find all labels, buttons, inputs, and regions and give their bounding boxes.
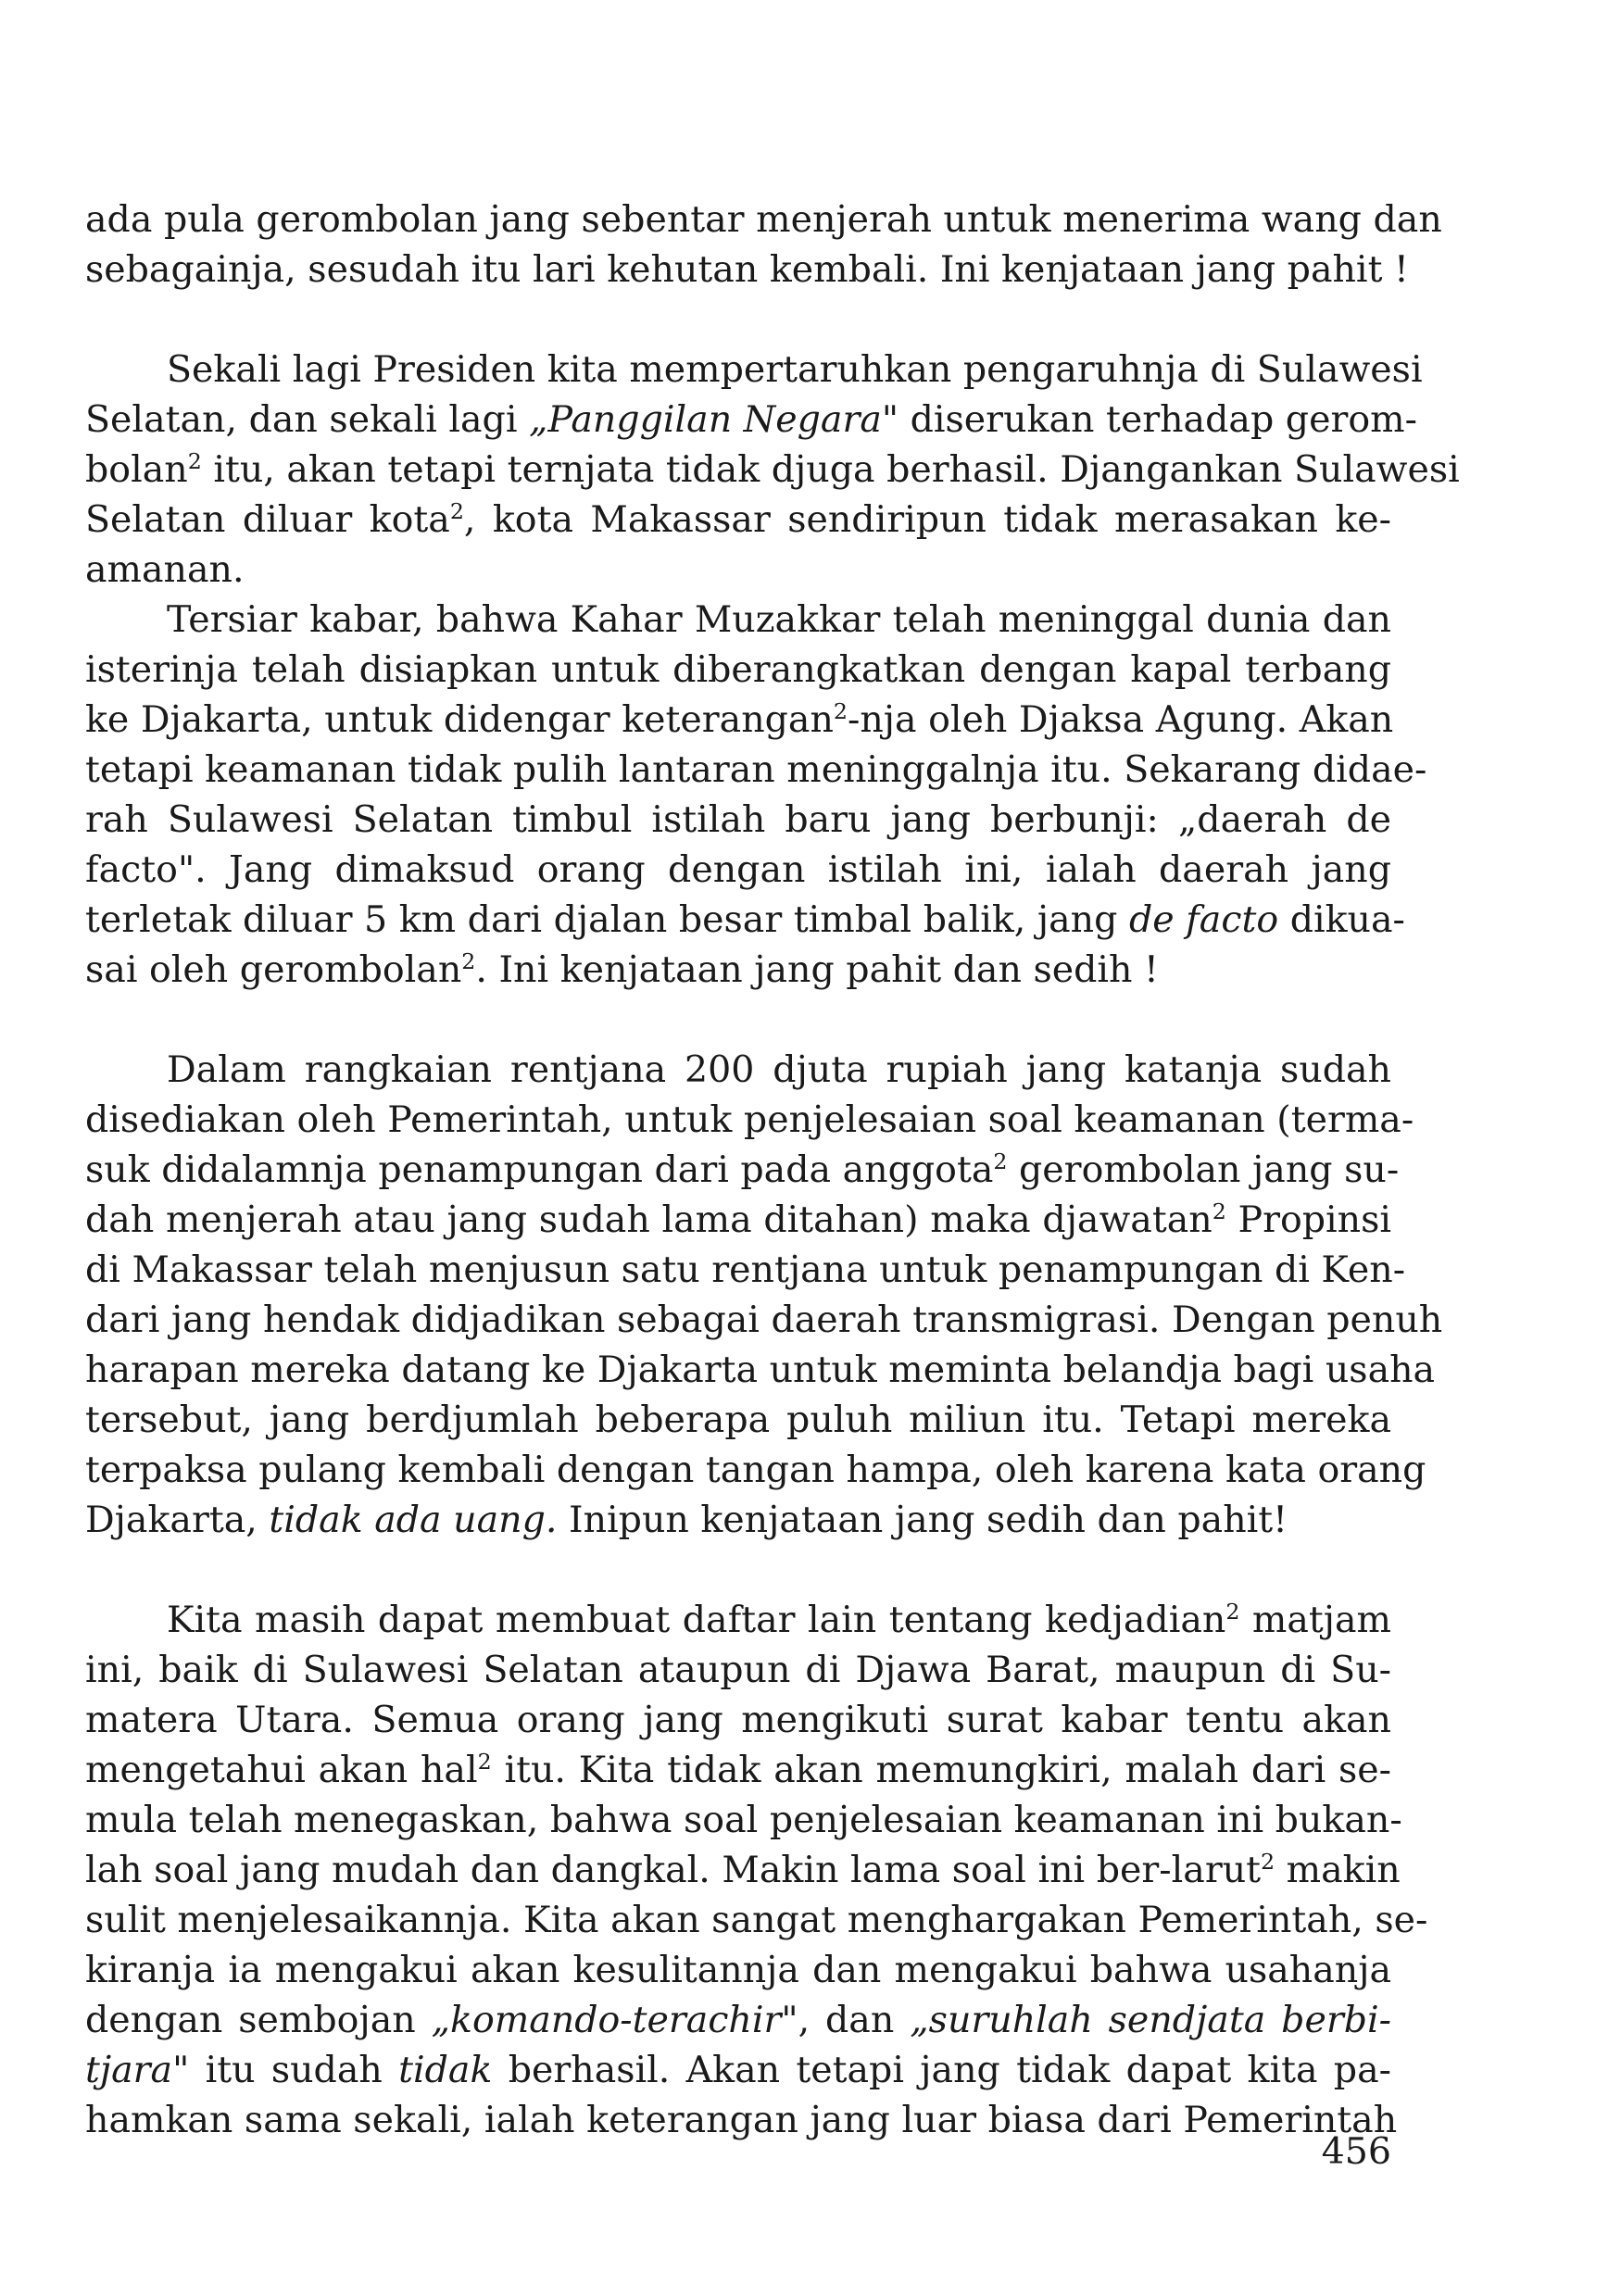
italic-text: „Panggilan Negara" <box>529 398 899 441</box>
text-run: Selatan, dan sekali lagi <box>85 398 530 441</box>
superscript: 2 <box>477 1748 492 1775</box>
text-line <box>85 1095 1414 1145</box>
text-run: facto". Jang dimaksud orang dengan istilah ini, ialah daerah jang <box>85 848 1391 891</box>
text-line <box>85 1445 1426 1495</box>
text-line <box>85 1145 1400 1195</box>
text-run: lah soal jang mudah dan dangkal. Makin lama soal ini ber-larut <box>85 1849 1262 1891</box>
text-line <box>85 194 1442 245</box>
text-line <box>85 645 1391 695</box>
text-line <box>85 1895 1428 1945</box>
text-line <box>85 1345 1436 1395</box>
text-run: ke Djakarta, untuk didengar keterangan <box>85 698 834 741</box>
text-line <box>85 895 1405 945</box>
text-line <box>85 1795 1402 1845</box>
text-run: gerombolan jang su- <box>1007 1148 1400 1191</box>
text-run: diserukan terhadap gerom- <box>898 398 1417 441</box>
text-run: tetapi keamanan tidak pulih lantaran meninggalnja itu. Sekarang didae- <box>85 748 1427 791</box>
text-line <box>85 445 1460 495</box>
text-line <box>85 1695 1391 1745</box>
text-run: Djakarta, <box>85 1499 270 1541</box>
text-run: suk didalamnja penampungan dari pada anggota <box>85 1148 994 1191</box>
text-run: itu sudah <box>189 2049 399 2091</box>
italic-text: „suruhlah sendjata berbi- <box>910 1999 1391 2041</box>
text-run: itu. Kita tidak akan memungkiri, malah dari se- <box>491 1749 1392 1791</box>
italic-text: tidak ada uang. <box>269 1499 558 1541</box>
superscript: 2 <box>1225 1598 1240 1625</box>
text-run: berhasil. Akan tetapi jang tidak dapat kita pa- <box>492 2049 1391 2091</box>
text-line <box>85 395 1417 445</box>
text-line <box>85 545 1391 595</box>
text-run: mengetahui akan hal <box>85 1749 478 1791</box>
paragraph <box>85 595 1427 995</box>
text-line <box>85 845 1391 895</box>
text-run: Selatan diluar kota <box>85 498 450 541</box>
text-run: terletak diluar 5 km dari djalan besar timbal balik, jang <box>85 898 1129 941</box>
text-run: Dalam rangkaian rentjana 200 djuta rupiah jang katanja sudah <box>167 1048 1391 1091</box>
text-run: . Ini kenjataan jang pahit dan sedih ! <box>475 948 1159 991</box>
text-run: Inipun kenjataan jang sedih dan pahit! <box>557 1499 1288 1541</box>
text-run: dikua- <box>1278 898 1405 941</box>
superscript: 2 <box>993 1148 1008 1174</box>
text-line <box>85 1245 1406 1295</box>
text-run: mula telah menegaskan, bahwa soal penjelesaian keamanan ini bukan- <box>85 1799 1402 1841</box>
text-run: disediakan oleh Pemerintah, untuk penjelesaian soal keamanan (terma- <box>85 1098 1414 1141</box>
text-line <box>85 1495 1391 1545</box>
text-line <box>85 1745 1391 1795</box>
superscript: 2 <box>1212 1198 1226 1224</box>
text-run: , kota Makassar sendiripun tidak merasakan ke- <box>463 498 1391 541</box>
text-run: Kita masih dapat membuat daftar lain tentang kedjadian <box>167 1599 1226 1641</box>
text-run: -nja oleh Djaksa Agung. Akan <box>848 698 1394 741</box>
text-line <box>85 1595 1391 1645</box>
text-run: ada pula gerombolan jang sebentar menjerah untuk menerima wang dan <box>85 198 1442 241</box>
text-run: matera Utara. Semua orang jang mengikuti surat kabar tentu akan <box>85 1699 1391 1741</box>
page-number: 456 <box>1321 2130 1391 2173</box>
text-line <box>85 745 1427 795</box>
text-line <box>85 1295 1443 1345</box>
text-run: Propinsi <box>1225 1198 1391 1241</box>
text-line <box>85 695 1394 745</box>
text-line <box>85 1195 1391 1245</box>
text-run: dengan sembojan <box>85 1999 432 2041</box>
text-run: Tersiar kabar, bahwa Kahar Muzakkar telah meninggal dunia dan <box>167 598 1391 641</box>
text-run: matjam <box>1239 1599 1392 1641</box>
text-run: sebagainja, sesudah itu lari kehutan kembali. Ini kenjataan jang pahit ! <box>85 248 1409 291</box>
text-run: ini, baik di Sulawesi Selatan ataupun di Djawa Barat, maupun di Su- <box>85 1649 1391 1691</box>
superscript: 2 <box>449 497 464 524</box>
text-line <box>85 795 1391 845</box>
text-run: sai oleh gerombolan <box>85 948 462 991</box>
text-line <box>85 2045 1391 2095</box>
text-run: tersebut, jang berdjumlah beberapa puluh miliun itu. Tetapi mereka <box>85 1399 1391 1441</box>
text-run: bolan <box>85 448 188 491</box>
superscript: 2 <box>461 947 476 974</box>
paragraph <box>85 1595 1428 2145</box>
text-line <box>85 495 1391 545</box>
text-line <box>85 1645 1391 1695</box>
text-run: rah Sulawesi Selatan timbul istilah baru jang berbunji: „daerah de <box>85 798 1391 841</box>
paragraph <box>85 1045 1443 1545</box>
text-run: hamkan sama sekali, ialah keterangan jang luar biasa dari Pemerintah <box>85 2099 1398 2141</box>
text-run: amanan. <box>85 548 245 591</box>
text-run: di Makassar telah menjusun satu rentjana untuk penampungan di Ken- <box>85 1248 1406 1291</box>
superscript: 2 <box>833 697 848 724</box>
document-page <box>85 194 1460 2145</box>
text-run: harapan mereka datang ke Djakarta untuk meminta belandja bagi usaha <box>85 1349 1436 1391</box>
text-line <box>85 1395 1391 1445</box>
superscript: 2 <box>1261 1848 1275 1875</box>
italic-text: „komando-terachir" <box>431 1999 798 2041</box>
text-run: dah menjerah atau jang sudah lama ditahan) maka djawatan <box>85 1198 1213 1241</box>
italic-text: de facto <box>1128 898 1279 941</box>
text-line <box>85 245 1409 295</box>
superscript: 2 <box>187 447 202 474</box>
text-run: isterinja telah disiapkan untuk diberangkatkan dengan kapal terbang <box>85 648 1391 691</box>
text-line <box>85 2095 1398 2145</box>
text-run: sulit menjelesaikannja. Kita akan sangat menghargakan Pemerintah, se- <box>85 1899 1428 1941</box>
paragraph <box>85 194 1442 295</box>
text-run: dari jang hendak didjadikan sebagai daerah transmigrasi. Dengan penuh <box>85 1299 1443 1341</box>
text-line <box>85 945 1391 995</box>
text-line <box>85 1845 1401 1895</box>
text-run: terpaksa pulang kembali dengan tangan hampa, oleh karena kata orang <box>85 1449 1426 1491</box>
text-line <box>85 345 1423 395</box>
text-run: Sekali lagi Presiden kita mempertaruhkan pengaruhnja di Sulawesi <box>167 348 1423 391</box>
text-line <box>85 595 1391 645</box>
text-line <box>85 1045 1391 1095</box>
text-run: kiranja ia mengakui akan kesulitannja dan mengakui bahwa usahanja <box>85 1949 1391 1991</box>
italic-text: tidak <box>398 2049 493 2091</box>
paragraph <box>85 345 1460 595</box>
text-run: itu, akan tetapi ternjata tidak djuga berhasil. Djangankan Sulawesi <box>201 448 1460 491</box>
text-run: , dan <box>798 1999 911 2041</box>
text-run: makin <box>1275 1849 1401 1891</box>
italic-text: tjara" <box>85 2049 190 2091</box>
text-line <box>85 1995 1391 2045</box>
text-line <box>85 1945 1391 1995</box>
